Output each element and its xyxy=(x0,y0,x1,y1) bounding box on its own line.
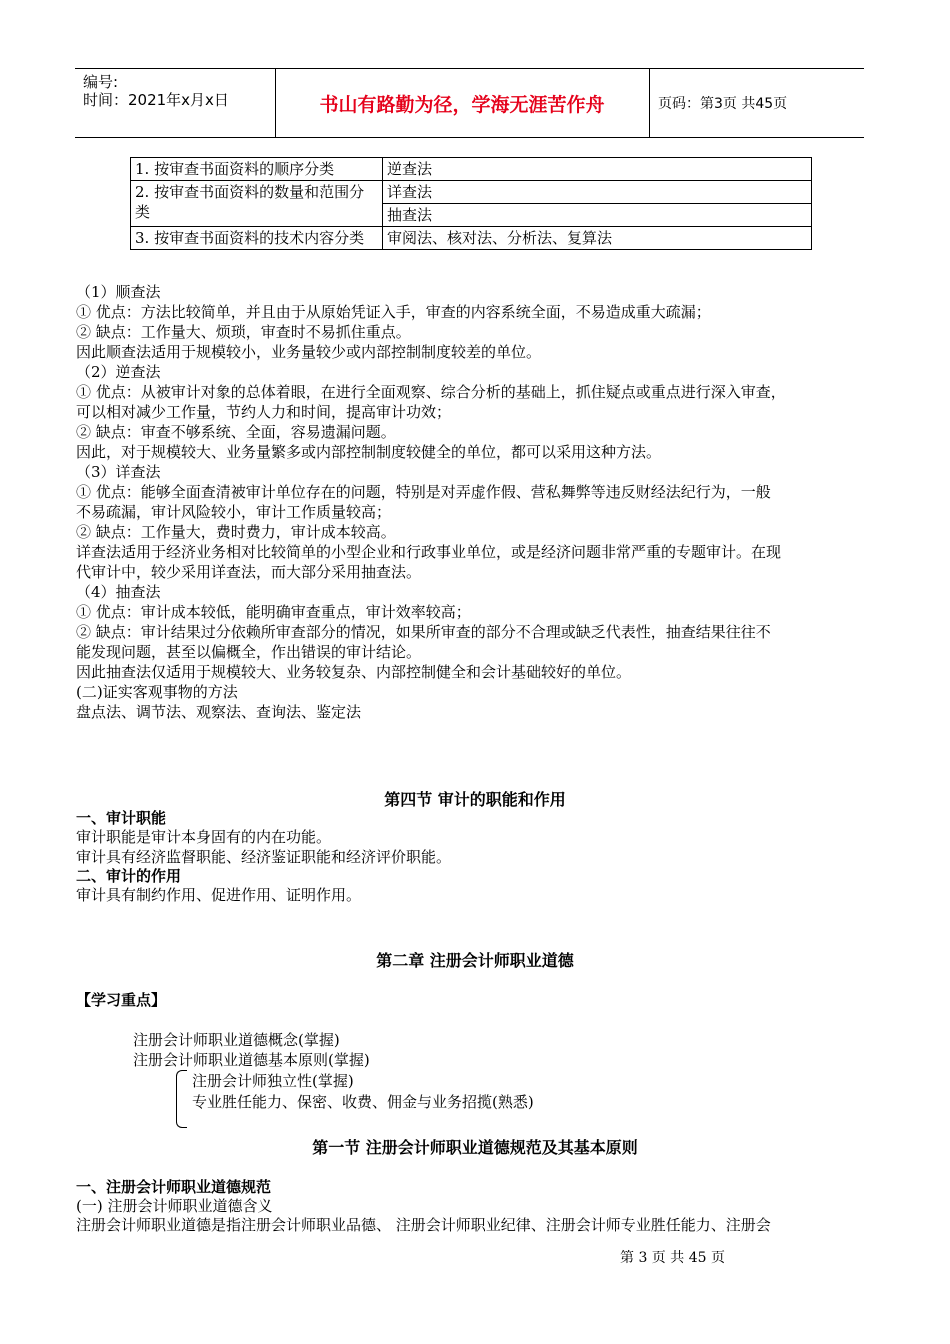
paragraph-line: 因此抽查法仅适用于规模较大、业务较复杂、内部控制健全和会计基础较好的单位。 xyxy=(76,663,632,681)
section4-heading-1: 一、审计职能 xyxy=(76,809,167,827)
table-row xyxy=(131,227,812,250)
focus-sub-item: 专业胜任能力、保密、收费、佣金与业务招揽(熟悉) xyxy=(192,1093,534,1111)
paragraph-line: 审计职能是审计本身固有的内在功能。 xyxy=(76,828,332,846)
paragraph-line: 审计具有制约作用、促进作用、证明作用。 xyxy=(76,886,362,904)
paragraph-line: ① 优点：审计成本较低，能明确审查重点，审计效率较高； xyxy=(76,603,471,621)
focus-brace xyxy=(176,1070,187,1128)
focus-sub-item: 注册会计师独立性(掌握) xyxy=(192,1072,354,1090)
table-cell-method: 逆查法 xyxy=(383,158,812,181)
table-cell-criterion: 2. 按审查书面资料的数量和范围分类 xyxy=(131,181,383,227)
section4-title: 第四节 审计的职能和作用 xyxy=(384,790,566,809)
section1-heading-1: 一、注册会计师职业道德规范 xyxy=(76,1178,272,1196)
table-cell-method: 抽查法 xyxy=(387,206,433,224)
paragraph-line: ① 优点：从被审计对象的总体着眼，在进行全面观察、综合分析的基础上，抓住疑点或重点进行深入审查， xyxy=(76,383,786,401)
paragraph-line: ② 缺点：审查不够系统、全面，容易遗漏问题。 xyxy=(76,423,396,441)
paragraph-line: ① 优点：方法比较简单，并且由于从原始凭证入手，审查的内容系统全面，不易造成重大疏漏； xyxy=(76,303,711,321)
header-page-info: 页码：第3页 共45页 xyxy=(658,96,788,112)
paragraph-line: 能发现问题，甚至以偏概全，作出错误的审计结论。 xyxy=(76,643,422,661)
study-focus-label: 【学习重点】 xyxy=(76,991,167,1009)
paragraph-line: ② 缺点：审计结果过分依赖所审查部分的情况，如果所审查的部分不合理或缺乏代表性，抽查结果往往不 xyxy=(76,623,771,641)
table-cell-criterion: 3. 按审查书面资料的技术内容分类 xyxy=(131,227,383,250)
document-number: 编号: xyxy=(83,73,119,91)
classification-table xyxy=(130,157,812,250)
table-cell-method: 详查法 xyxy=(383,181,811,204)
heading-shunchafa: （1）顺查法 xyxy=(76,283,161,301)
paragraph-line: 审计具有经济监督职能、经济鉴证职能和经济评价职能。 xyxy=(76,848,452,866)
focus-item: 注册会计师职业道德基本原则(掌握) xyxy=(133,1051,370,1069)
table-row xyxy=(131,181,812,227)
paragraph-line: 详查法适用于经济业务相对比较简单的小型企业和行政事业单位，或是经济问题非常严重的专题审计。在现 xyxy=(76,543,782,561)
document-time: 时间：2021年x月x日 xyxy=(83,91,229,109)
paragraph-line: ② 缺点：工作量大，费时费力，审计成本较高。 xyxy=(76,523,396,541)
paragraph-line: ① 优点：能够全面查清被审计单位存在的问题，特别是对弄虚作假、营私舞弊等违反财经法纪行为，一般 xyxy=(76,483,771,501)
section4-heading-2: 二、审计的作用 xyxy=(76,867,182,885)
paragraph-line: 注册会计师职业道德是指注册会计师职业品德、 注册会计师职业纪律、注册会计师专业胜任能力、注册会 xyxy=(76,1216,771,1234)
header-meta xyxy=(75,69,276,137)
heading-zhengshi: (二)证实客观事物的方法 xyxy=(76,683,238,701)
page-footer: 第 3 页 共 45 页 xyxy=(620,1250,725,1266)
page-header xyxy=(75,68,864,138)
heading-nichafa: （2）逆查法 xyxy=(76,363,161,381)
table-cell-method: 审阅法、核对法、分析法、复算法 xyxy=(383,227,812,250)
paragraph-line: 因此顺查法适用于规模较小，业务量较少或内部控制制度较差的单位。 xyxy=(76,343,542,361)
paragraph-line: 可以相对减少工作量，节约人力和时间，提高审计功效； xyxy=(76,403,452,421)
paragraph-line: ② 缺点：工作量大、烦琐，审查时不易抓住重点。 xyxy=(76,323,411,341)
heading-xiangchafa: （3）详查法 xyxy=(76,463,161,481)
paragraph-line: 盘点法、调节法、观察法、查询法、鉴定法 xyxy=(76,703,362,721)
focus-item: 注册会计师职业道德概念(掌握) xyxy=(133,1031,340,1049)
heading-chouchafa: （4）抽查法 xyxy=(76,583,161,601)
table-cell-criterion: 1. 按审查书面资料的顺序分类 xyxy=(131,158,383,181)
paragraph-line: 代审计中，较少采用详查法，而大部分采用抽查法。 xyxy=(76,563,422,581)
chapter2-title: 第二章 注册会计师职业道德 xyxy=(376,951,574,970)
header-motto: 书山有路勤为径，学海无涯苦作舟 xyxy=(275,69,650,137)
section1-sub-heading: (一) 注册会计师职业道德含义 xyxy=(76,1197,273,1215)
section1-title: 第一节 注册会计师职业道德规范及其基本原则 xyxy=(312,1138,638,1157)
paragraph-line: 因此，对于规模较大、业务量繁多或内部控制制度较健全的单位，都可以采用这种方法。 xyxy=(76,443,662,461)
table-row xyxy=(131,158,812,181)
paragraph-line: 不易疏漏，审计风险较小，审计工作质量较高； xyxy=(76,503,392,521)
